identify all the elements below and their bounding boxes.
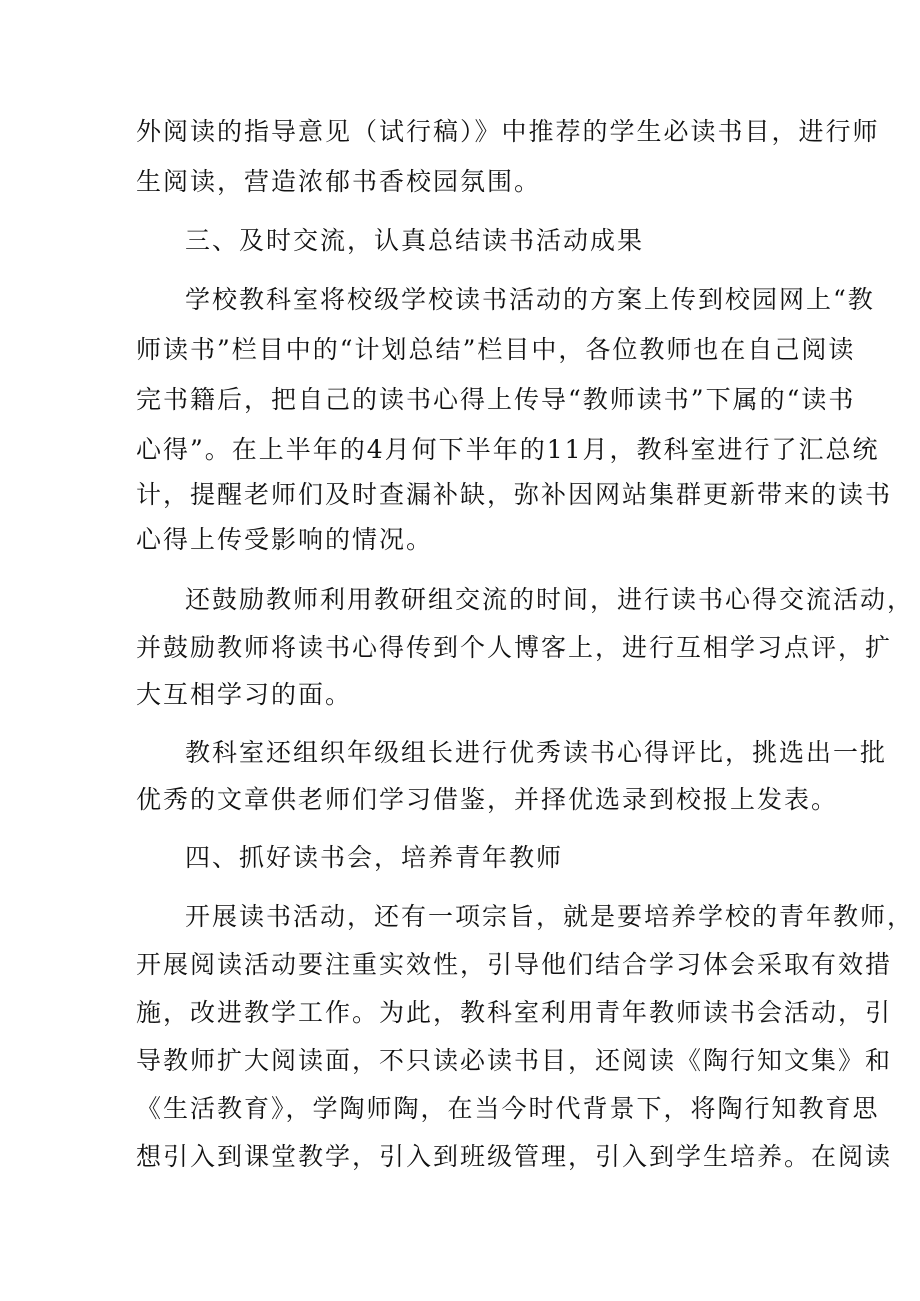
paragraph-line <box>0 945 920 985</box>
section-heading <box>0 221 920 261</box>
paragraph-line <box>0 430 920 470</box>
text-line: 完书籍后，把自己的读书心得上传导“教师读书”下属的“读书 <box>136 385 856 414</box>
text-line: 学校教科室将校级学校读书活动的方案上传到校园网上“教 <box>185 285 875 314</box>
paragraph-line <box>0 162 920 202</box>
paragraph-line <box>0 580 920 620</box>
paragraph-line <box>0 733 920 773</box>
heading-text: 四、抓好读书会，培养青年教师 <box>185 843 564 872</box>
heading-text: 三、及时交流，认真总结读书活动成果 <box>185 226 645 255</box>
text-line: 心得上传受影响的情况。 <box>136 525 434 554</box>
paragraph-line <box>0 380 920 420</box>
paragraph-line <box>0 780 920 820</box>
text-line: 还鼓励教师利用教研组交流的时间，进行读书心得交流活动， <box>185 585 915 614</box>
paragraph-line <box>0 112 920 152</box>
paragraph-line <box>0 1137 920 1177</box>
paragraph-line <box>0 1041 920 1081</box>
paragraph-line <box>0 675 920 715</box>
section-heading <box>0 838 920 878</box>
text-line: 教科室还组织年级组长进行优秀读书心得评比，挑选出一批 <box>185 738 888 767</box>
text-line: 导教师扩大阅读面，不只读必读书目，还阅读《陶行知文集》和 <box>136 1046 893 1075</box>
text-line: 计，提醒老师们及时查漏补缺，弥补因网站集群更新带来的读书 <box>136 480 893 509</box>
paragraph-line <box>0 1089 920 1129</box>
text-line: 优秀的文章供老师们学习借鉴，并择优选录到校报上发表。 <box>136 785 839 814</box>
text-line: 生阅读，营造浓郁书香校园氛围。 <box>136 167 542 196</box>
paragraph-line <box>0 330 920 370</box>
paragraph-line <box>0 475 920 515</box>
text-line: 开展读书活动，还有一项宗旨，就是要培养学校的青年教师， <box>185 902 915 931</box>
text-line: 开展阅读活动要注重实效性，引导他们结合学习体会采取有效措 <box>136 950 893 979</box>
paragraph-line <box>0 628 920 668</box>
text-line: 施，改进教学工作。为此，教科室利用青年教师读书会活动，引 <box>136 998 893 1027</box>
text-line: 想引入到课堂教学，引入到班级管理，引入到学生培养。在阅读 <box>136 1142 893 1171</box>
text-line: 心得”。在上半年的4月何下半年的11月，教科室进行了汇总统 <box>136 435 880 464</box>
text-line: 并鼓励教师将读书心得传到个人博客上，进行互相学习点评，扩 <box>136 633 893 662</box>
text-line: 师读书”栏目中的“计划总结”栏目中，各位教师也在自己阅读 <box>136 335 856 364</box>
paragraph-line <box>0 520 920 560</box>
text-line: 《生活教育》，学陶师陶，在当今时代背景下，将陶行知教育思 <box>136 1094 880 1123</box>
paragraph-line <box>0 897 920 937</box>
paragraph-line <box>0 993 920 1033</box>
text-line: 外阅读的指导意见（试行稿）》中推荐的学生必读书目，进行师 <box>136 117 880 146</box>
text-line: 大互相学习的面。 <box>136 680 353 709</box>
paragraph-line <box>0 280 920 320</box>
